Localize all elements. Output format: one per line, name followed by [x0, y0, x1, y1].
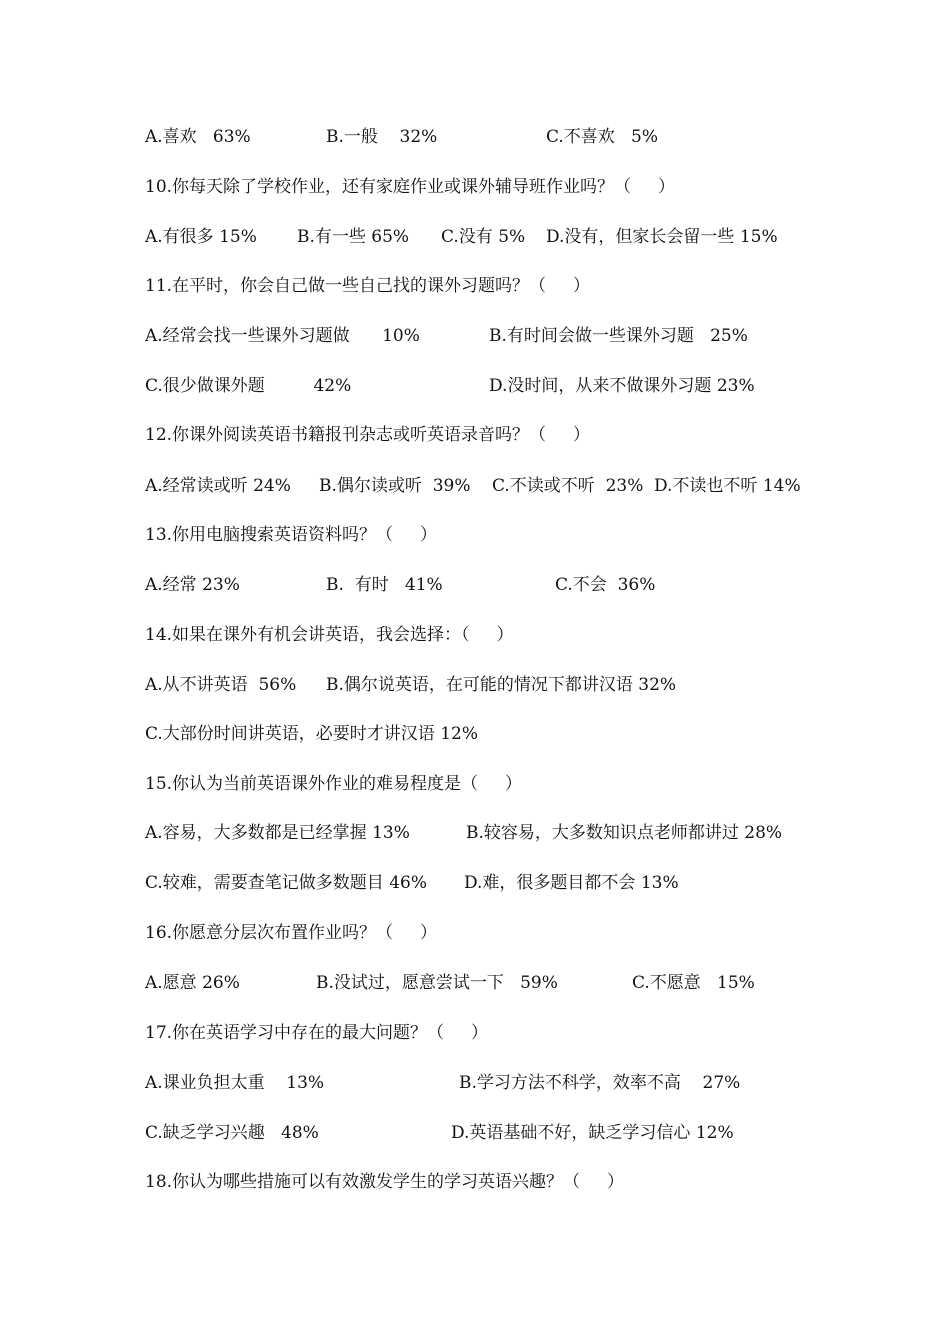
question-text-row — [0, 769, 950, 799]
question-text: 17.你在英语学习中存在的最大问题？（ ） — [145, 1023, 489, 1043]
option-d: D.没有，但家长会留一些 15% — [546, 227, 778, 247]
option-row — [0, 968, 950, 998]
question-text: 11.在平时，你会自己做一些自己找的课外习题吗？（ ） — [145, 276, 591, 296]
question-text-row — [0, 520, 950, 550]
option-row — [0, 719, 950, 749]
option-b: B.学习方法不科学，效率不高 27% — [459, 1073, 741, 1093]
option-c: C.大部份时间讲英语，必要时才讲汉语 12% — [145, 724, 478, 744]
option-a: A.喜欢 63% — [145, 127, 251, 147]
question-text: 16.你愿意分层次布置作业吗？（ ） — [145, 923, 438, 943]
option-a: A.愿意 26% — [145, 973, 240, 993]
option-b: B.偶尔读或听 39% — [319, 476, 471, 496]
question-text: 14.如果在课外有机会讲英语，我会选择：（ ） — [145, 625, 514, 645]
option-row — [0, 818, 950, 848]
option-a: A.经常读或听 24% — [145, 476, 291, 496]
option-d: D.没时间，从来不做课外习题 23% — [489, 376, 755, 396]
question-text: 18.你认为哪些措施可以有效激发学生的学习英语兴趣？（ ） — [145, 1172, 625, 1192]
option-d: D.难，很多题目都不会 13% — [464, 873, 679, 893]
option-a: A.经常会找一些课外习题做 10% — [145, 326, 420, 346]
option-b: B. 有时 41% — [326, 575, 443, 595]
question-text-row — [0, 918, 950, 948]
option-a: A.课业负担太重 13% — [145, 1073, 325, 1093]
option-row — [0, 670, 950, 700]
option-b: B.一般 32% — [326, 127, 438, 147]
option-a: A.容易，大多数都是已经掌握 13% — [145, 823, 410, 843]
question-text: 15.你认为当前英语课外作业的难易程度是（ ） — [145, 774, 523, 794]
question-text-row — [0, 1018, 950, 1048]
option-c: C.很少做课外题 42% — [145, 376, 352, 396]
option-row — [0, 321, 950, 351]
option-row — [0, 570, 950, 600]
question-text: 13.你用电脑搜索英语资料吗？（ ） — [145, 525, 438, 545]
option-a: A.有很多 15% — [145, 227, 257, 247]
option-b: B.有时间会做一些课外习题 25% — [489, 326, 748, 346]
option-row — [0, 868, 950, 898]
option-c: C.不会 36% — [555, 575, 656, 595]
question-text-row — [0, 620, 950, 650]
option-row — [0, 1068, 950, 1098]
option-row — [0, 471, 950, 501]
question-text-row — [0, 271, 950, 301]
option-d: D.不读也不听 14% — [654, 476, 801, 496]
option-c: C.没有 5% — [441, 227, 526, 247]
option-c: C.不喜欢 5% — [546, 127, 658, 147]
option-row — [0, 122, 950, 152]
question-text: 10.你每天除了学校作业，还有家庭作业或课外辅导班作业吗？（ ） — [145, 177, 676, 197]
option-c: C.不读或不听 23% — [492, 476, 644, 496]
option-c: C.较难，需要查笔记做多数题目 46% — [145, 873, 427, 893]
option-c: C.缺乏学习兴趣 48% — [145, 1123, 319, 1143]
option-a: A.经常 23% — [145, 575, 240, 595]
question-text: 12.你课外阅读英语书籍报刊杂志或听英语录音吗？（ ） — [145, 425, 591, 445]
option-row — [0, 371, 950, 401]
question-text-row — [0, 1167, 950, 1197]
option-b: B.有一些 65% — [297, 227, 410, 247]
option-d: D.英语基础不好，缺乏学习信心 12% — [451, 1123, 734, 1143]
option-row — [0, 222, 950, 252]
option-a: A.从不讲英语 56% — [145, 675, 297, 695]
question-text-row — [0, 420, 950, 450]
option-b: B.偶尔说英语，在可能的情况下都讲汉语 32% — [326, 675, 677, 695]
option-row — [0, 1118, 950, 1148]
option-b: B.较容易，大多数知识点老师都讲过 28% — [466, 823, 783, 843]
option-b: B.没试过，愿意尝试一下 59% — [316, 973, 558, 993]
option-c: C.不愿意 15% — [632, 973, 755, 993]
